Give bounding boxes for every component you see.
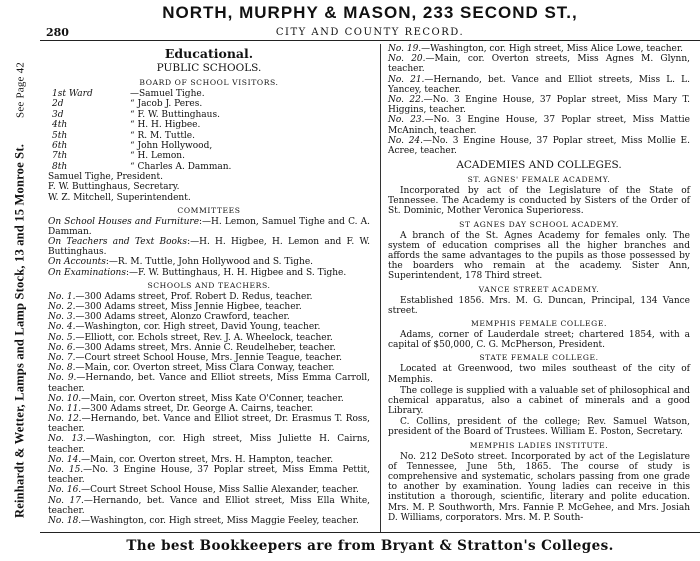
ward-label: 6th	[52, 140, 68, 151]
school-details: —Washington, cor. High street, Miss Alice Lowe, teacher.	[421, 44, 684, 54]
committee-name: On School Houses and Furniture	[48, 216, 200, 227]
committee-entry	[48, 257, 370, 267]
committee-name: On Examinations	[48, 267, 126, 278]
side-advertisement	[0, 20, 40, 560]
ward-visitor: “ Jacob J. Peres.	[130, 99, 203, 110]
section-subtitle: PUBLIC SCHOOLS.	[156, 62, 262, 74]
school-details: —300 Adams street, Miss Jennie Higbee, teacher.	[75, 302, 302, 312]
school-number: No. 22.	[388, 94, 424, 105]
school-details: —Hernando, bet. Vance and Elliot streets, Miss Emma Carroll, teacher.	[48, 373, 370, 394]
ward-label: 4th	[52, 120, 68, 131]
school-details: —Washington, cor. High street, David Young, teacher.	[75, 322, 321, 333]
ward-row	[48, 162, 370, 172]
ward-visitor: “ H. Lemon.	[130, 151, 185, 162]
school-details: —Court Street School House, Miss Sallie Alexander, teacher.	[81, 485, 359, 496]
ward-row	[48, 151, 370, 161]
ward-label: 5th	[52, 130, 68, 141]
column-divider	[380, 44, 381, 532]
academy-section	[388, 352, 690, 437]
school-details: —Main, cor. Overton streets, Miss Agnes M. Glynn, teacher.	[388, 54, 691, 75]
academy-paragraph: A branch of the St. Agnes Academy for females only. The system of education comprises all the higher branches and affords the same advantages to the pupils as those possessed by the boarders who remain at the academy. Sister Ann, Superintendent, 178 Third street.	[388, 230, 690, 282]
school-number: No. 18.	[48, 515, 82, 526]
school-details: —No. 3 Engine House, 37 Poplar street, Miss Mary T. Higgins, teacher.	[388, 94, 691, 116]
school-details: —Main, cor. Overton street, Miss Clara Conway, teacher.	[75, 363, 335, 374]
school-number: No. 6.	[48, 342, 76, 353]
school-number: No. 10.	[48, 393, 82, 404]
school-entry	[388, 54, 690, 74]
school-number: No. 8.	[48, 363, 76, 374]
ward-label: 1st Ward	[52, 89, 93, 99]
school-entry	[48, 363, 370, 373]
school-entry	[48, 302, 370, 312]
section-title: Educational.	[164, 46, 254, 61]
board-heading: BOARD OF SCHOOL VISITORS.	[139, 78, 279, 87]
academy-section	[388, 174, 690, 217]
school-entry	[48, 353, 370, 363]
ward-row	[48, 110, 370, 120]
officer-line: W. Z. Mitchell, Superintendent.	[48, 192, 191, 203]
ward-label: 7th	[52, 151, 68, 162]
academy-paragraph: C. Collins, president of the college; Rev. Samuel Watson, president of the Board of Trustees. William E. Poston, Secretary.	[388, 417, 690, 438]
school-number: No. 17.	[48, 495, 84, 506]
ward-visitor: “ F. W. Buttinghaus.	[130, 109, 220, 120]
school-number: No. 11.	[48, 403, 82, 414]
committee-members: :—H. H. Higbee, H. Lemon and F. W. Buttinghaus.	[48, 237, 371, 258]
academy-paragraph: Established 1856. Mrs. M. G. Duncan, Principal, 134 Vance street.	[388, 295, 690, 316]
school-entry	[48, 333, 370, 343]
school-number: No. 4.	[48, 322, 76, 333]
school-list	[48, 292, 370, 526]
school-number: No. 1.	[48, 291, 76, 302]
ward-row	[48, 141, 370, 151]
school-number: No. 12.	[48, 414, 82, 425]
school-entry	[388, 44, 690, 54]
ward-visitor: “ H. H. Higbee.	[130, 120, 201, 131]
side-advertisement-text	[13, 62, 28, 518]
school-details: —No. 3 Engine House, 37 Poplar street, Miss Mollie E. Acree, teacher.	[388, 135, 690, 156]
committee-list	[48, 217, 370, 278]
school-number: No. 23.	[388, 115, 425, 126]
school-number: No. 5.	[48, 332, 76, 343]
committee-members: :—F. W. Buttinghaus, H. H. Higbee and S. Tighe.	[125, 267, 347, 278]
committee-entry	[48, 268, 370, 278]
academy-heading: ST. AGNES' FEMALE ACADEMY.	[467, 175, 611, 185]
school-number: No. 2.	[48, 302, 76, 312]
bottom-banner-advertisement: The best Bookkeepers are from Bryant & Stratton's Colleges.	[40, 532, 700, 561]
school-details: —Hernando, bet. Vance and Elliot street, Dr. Erasmus T. Ross, teacher.	[48, 414, 370, 435]
school-entry	[48, 455, 370, 465]
school-details: —Court street School House, Mrs. Jennie Teague, teacher.	[75, 352, 343, 363]
school-entry	[48, 465, 370, 485]
ward-row	[48, 89, 370, 99]
school-entry	[48, 404, 370, 414]
ward-label: 2d	[52, 99, 64, 110]
school-number: No. 24.	[388, 135, 424, 146]
school-entry	[48, 394, 370, 404]
top-banner-advertisement: NORTH, MURPHY & MASON, 233 SECOND ST.,	[162, 3, 578, 22]
school-entry	[388, 95, 690, 115]
school-number: No. 3.	[48, 312, 76, 323]
ward-row	[48, 120, 370, 130]
school-details: —Hernando, bet. Vance and Elliot street, Miss Ella White, teacher.	[48, 495, 371, 516]
school-number: No. 16.	[48, 485, 82, 496]
school-entry	[48, 516, 370, 526]
ward-list	[48, 89, 370, 172]
school-number: No. 19.	[388, 44, 422, 54]
ward-label: 8th	[52, 161, 68, 172]
academy-paragraph: The college is supplied with a valuable set of philosophical and chemical apparatus, also a cabinet of minerals and a good Library.	[388, 385, 690, 417]
school-details: —No. 3 Engine House, 37 Poplar street, Miss Emma Pettit, teacher.	[48, 465, 371, 486]
left-column	[48, 44, 370, 526]
school-details: —300 Adams street, Prof. Robert D. Redus, teacher.	[75, 291, 313, 302]
committee-entry	[48, 237, 370, 257]
school-entry	[48, 485, 370, 495]
school-entry	[48, 292, 370, 302]
running-head-title: CITY AND COUNTY RECORD.	[275, 27, 465, 38]
committee-name: On Accounts	[48, 257, 106, 268]
ward-row	[48, 99, 370, 109]
page-number: 280	[46, 26, 69, 39]
school-details: —Main, cor. Overton street, Mrs. H. Hampton, teacher.	[81, 454, 334, 465]
academies-heading: ACADEMIES AND COLLEGES.	[456, 159, 622, 172]
committee-name: On Teachers and Text Books	[48, 237, 188, 248]
academy-heading: MEMPHIS FEMALE COLLEGE.	[470, 318, 607, 328]
side-ad-text: Reinhardt & Wetter, Lamps and Lamp Stock, 13 and 15 Monroe St.	[12, 143, 27, 518]
ward-label: 3d	[52, 109, 64, 120]
school-entry	[48, 414, 370, 434]
academy-heading: VANCE STREET ACADEMY.	[478, 284, 600, 294]
ward-visitor: —Samuel Tighe.	[130, 89, 205, 99]
school-number: No. 20.	[388, 54, 426, 65]
school-number: No. 9.	[48, 373, 77, 384]
see-page-note: See Page 42	[14, 62, 27, 118]
ward-visitor: “ John Hollywood,	[130, 140, 213, 151]
academy-paragraph: No. 212 DeSoto street. Incorporated by act of the Legislature of Tennessee, June 5th, 1865. The course of study is comprehensive and systematic, scholars passing from one grade to another by examination. Young ladies can receive in this institution a thorough, scientific, literary and polite education. Mrs. M. P. Southworth, Mrs. Fannie P. McGehee, and Mrs. Josiah D. Williams, corporators. Mrs. M. P. South-	[388, 451, 690, 523]
school-details: —Main, cor. Overton street, Miss Kate O'Conner, teacher.	[81, 393, 344, 404]
school-entry	[48, 312, 370, 322]
school-list-continued	[388, 44, 690, 156]
academy-section	[388, 318, 690, 350]
academy-paragraph: Adams, corner of Lauderdale street; chartered 1854, with a capital of $50,000, C. G. McPherson, President.	[388, 329, 690, 351]
ward-row	[48, 131, 370, 141]
academy-section	[388, 219, 690, 282]
school-entry	[48, 322, 370, 332]
academy-section	[388, 284, 690, 316]
running-header	[40, 26, 700, 41]
officer-list	[48, 172, 370, 203]
officer-line: F. W. Buttinghaus, Secretary.	[48, 182, 180, 193]
academy-paragraph: Located at Greenwood, two miles southeast of the city of Memphis.	[388, 364, 690, 385]
committee-members: :—R. M. Tuttle, John Hollywood and S. Tighe.	[105, 257, 314, 268]
school-entry	[388, 115, 690, 135]
school-number: No. 14.	[48, 454, 82, 465]
ward-visitor: “ R. M. Tuttle.	[130, 130, 195, 141]
school-number: No. 7.	[48, 352, 76, 363]
school-entry	[48, 496, 370, 516]
officer-line: Samuel Tighe, President.	[48, 172, 163, 183]
committees-heading: COMMITTEES	[177, 205, 241, 215]
school-details: —Elliott, cor. Echols street, Rev. J. A. Wheelock, teacher.	[75, 332, 333, 343]
school-details: —300 Adams street, Dr. George A. Cairns, teacher.	[81, 403, 314, 414]
school-details: —300 Adams street, Alonzo Crawford, teacher.	[75, 312, 290, 323]
school-details: —Hernando, bet. Vance and Elliot streets, Miss L. L. Yancey, teacher.	[388, 74, 690, 95]
school-entry	[388, 136, 690, 156]
school-number: No. 13.	[48, 434, 86, 445]
committee-entry	[48, 217, 370, 237]
school-details: —No. 3 Engine House, 37 Poplar street, Miss Mattie McAninch, teacher.	[388, 115, 691, 136]
school-entry	[48, 373, 370, 393]
academy-sections	[388, 174, 690, 523]
school-number: No. 21.	[388, 74, 425, 85]
school-entry	[48, 343, 370, 353]
committee-members: :—H. Lemon, Samuel Tighe and C. A. Damman.	[48, 216, 370, 237]
school-details: —300 Adams street, Mrs. Annie C. Reudelheber, teacher.	[75, 342, 336, 353]
academy-heading: ST AGNES DAY SCHOOL ACADEMY.	[459, 219, 619, 229]
school-entry	[388, 75, 690, 95]
school-entry	[48, 434, 370, 454]
academy-heading: MEMPHIS LADIES INSTITUTE.	[469, 440, 609, 450]
ward-visitor: “ Charles A. Damman.	[130, 161, 232, 172]
right-column	[388, 44, 690, 523]
school-number: No. 15.	[48, 465, 84, 475]
schools-heading: SCHOOLS AND TEACHERS.	[147, 280, 271, 290]
school-details: —Washington, cor. High street, Miss Juliette H. Cairns, teacher.	[48, 434, 370, 455]
school-details: —Washington, cor. High street, Miss Maggie Feeley, teacher.	[81, 515, 359, 526]
academy-heading: STATE FEMALE COLLEGE.	[479, 353, 599, 363]
academy-paragraph: Incorporated by act of the Legislature of the State of Tennessee. The Academy is conducted by Sisters of the Order of St. Dominic, Mother Veronica Superioress.	[388, 186, 690, 217]
academy-section	[388, 440, 690, 523]
